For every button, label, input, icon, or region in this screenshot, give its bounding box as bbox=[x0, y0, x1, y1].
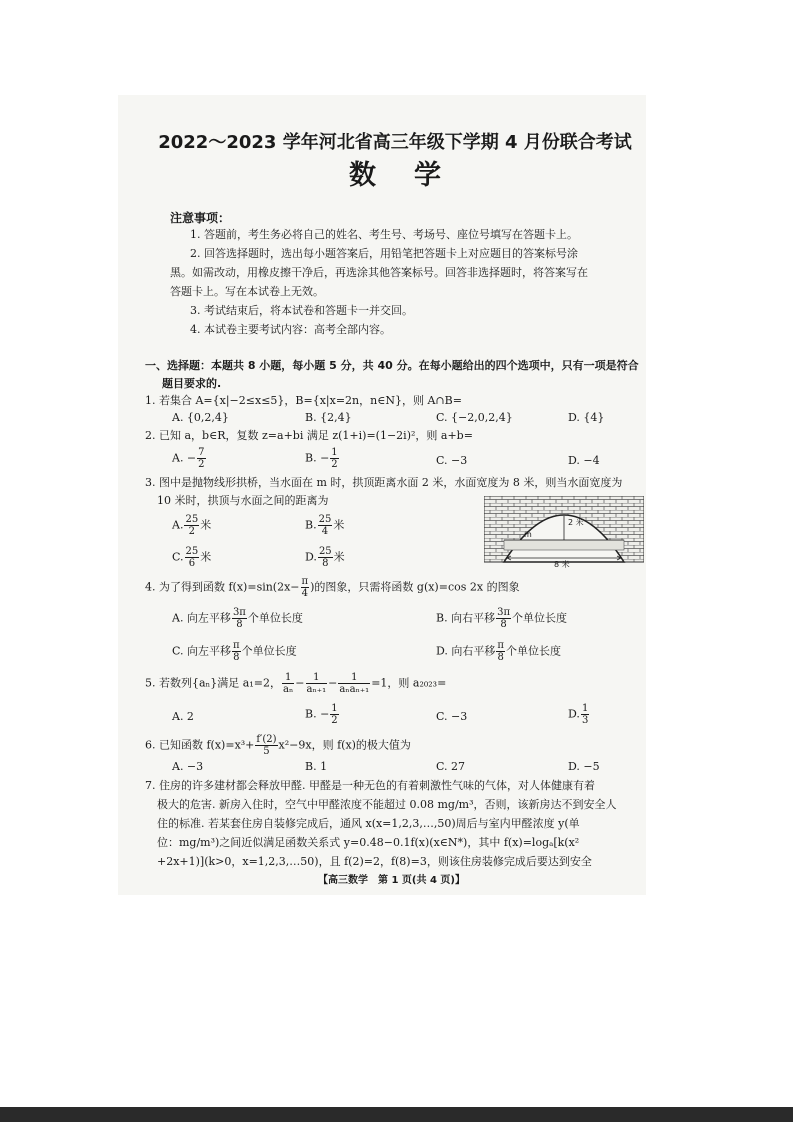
q2-option-b bbox=[305, 447, 340, 470]
q6-stem-post: x²−9x，则 f(x)的极大值为 bbox=[278, 738, 411, 752]
q5-f2-num: 1 bbox=[306, 672, 328, 684]
q3-d-unit: 米 bbox=[333, 550, 345, 564]
arch-bridge-svg bbox=[484, 496, 644, 568]
q4-b-num: 3π bbox=[497, 607, 511, 618]
q6-f-den: 5 bbox=[263, 746, 270, 757]
fig-height-label: 2 米 bbox=[568, 518, 584, 527]
q4-stem-num: π bbox=[301, 576, 309, 587]
notice-line-6: 4. 本试卷主要考试内容：高考全部内容。 bbox=[190, 323, 391, 336]
q4-a-pre: A. 向左平移 bbox=[172, 611, 231, 625]
page-footer: 【高三数学 第 1 页(共 4 页)】 bbox=[318, 875, 465, 886]
q3-c-num: 25 bbox=[185, 546, 199, 557]
q5-option-b bbox=[305, 703, 340, 726]
q5-option-c: C. −3 bbox=[436, 710, 468, 723]
q5-f3-den: aₙaₙ₊₁ bbox=[339, 684, 370, 695]
q7-line5: +2x+1)](k>0，x=1,2,3,…50)，且 f(2)=2，f(8)=3，则该住房装修完成后要达到安全 bbox=[157, 855, 592, 868]
q7-line2: 极大的危害. 新房入住时，空气中甲醛浓度不能超过 0.08 mg/m³，否则，该新房达不到安全人 bbox=[157, 798, 617, 811]
q1-option-b: B. {2,4} bbox=[305, 411, 352, 424]
q6-option-b: B. 1 bbox=[305, 760, 328, 773]
q4-d-num: π bbox=[497, 640, 504, 651]
water-band bbox=[504, 540, 624, 550]
notice-line-1: 1. 答题前，考生务必将自己的姓名、考生号、考场号、座位号填写在答题卡上。 bbox=[190, 228, 578, 241]
exam-title: 2022～2023 学年河北省高三年级下学期 4 月份联合考试 bbox=[158, 132, 632, 153]
q4-option-d bbox=[436, 640, 561, 663]
q4-c-den: 8 bbox=[233, 652, 240, 663]
q2-a-den: 2 bbox=[198, 459, 205, 470]
q2-option-a bbox=[172, 447, 207, 470]
q2-option-d: D. −4 bbox=[568, 454, 600, 467]
q7-line3: 住的标准. 若某套住房自装修完成后，通风 x(x=1,2,3,…,50)周后与室内甲醛浓度 y(单 bbox=[157, 817, 580, 830]
q4-c-post: 个单位长度 bbox=[241, 644, 297, 658]
notice-line-3: 黑。如需改动，用橡皮擦干净后，再选涂其他答案标号。回答非选择题时，将答案写在 bbox=[170, 266, 588, 279]
q3-b-unit: 米 bbox=[333, 518, 345, 532]
q3-b-den: 4 bbox=[321, 526, 329, 537]
q3-b-label: B. bbox=[305, 518, 317, 532]
q4-stem-post: )的图象，只需将函数 g(x)=cos 2x 的图象 bbox=[310, 580, 520, 594]
q3-d-label: D. bbox=[305, 550, 317, 564]
q4-d-fraction bbox=[496, 640, 505, 663]
q5-d-den: 3 bbox=[581, 715, 589, 726]
q1-option-d: D. {4} bbox=[568, 411, 605, 424]
q3-option-c bbox=[172, 546, 211, 569]
section1-line1: 一、选择题：本题共 8 小题，每小题 5 分，共 40 分。在每小题给出的四个选项中，只有一项是符合 bbox=[145, 359, 639, 372]
q3-b-fraction bbox=[318, 514, 333, 537]
notice-line-4: 答题卡上。写在本试卷上无效。 bbox=[170, 285, 324, 298]
q5-stem bbox=[145, 672, 446, 695]
q2-b-num: 1 bbox=[331, 447, 338, 458]
q3-c-label: C. bbox=[172, 550, 184, 564]
q7-line4: 位：mg/m³)之间近似满足函数关系式 y=0.48−0.1f(x)(x∈N*)，其中 f(x)=logₐ[k(x² bbox=[157, 836, 580, 849]
section1-line2: 题目要求的. bbox=[162, 377, 222, 390]
exam-subject: 数学 bbox=[349, 160, 479, 191]
q3-line1: 3. 图中是抛物线形拱桥，当水面在 m 时，拱顶距离水面 2 米，水面宽度为 8 米，则当水面宽度为 bbox=[145, 476, 623, 489]
q5-option-a: A. 2 bbox=[172, 710, 194, 723]
q3-a-fraction bbox=[184, 514, 199, 537]
q5-frac-1 bbox=[282, 672, 294, 695]
q6-stem bbox=[145, 734, 411, 757]
q5-d-label: D. bbox=[568, 707, 580, 721]
q4-stem-pre: 4. 为了得到函数 f(x)=sin(2x− bbox=[145, 580, 300, 594]
q6-fraction bbox=[255, 734, 277, 757]
q3-b-num: 25 bbox=[318, 514, 332, 525]
q5-b-den: 2 bbox=[331, 715, 338, 726]
bottom-edge bbox=[0, 1107, 793, 1122]
q5-stem-pre: 5. 若数列{aₙ}满足 a₁=2， bbox=[145, 676, 281, 690]
q6-f-num: f′(2) bbox=[256, 734, 277, 745]
q3-a-unit: 米 bbox=[200, 518, 212, 532]
q3-a-num: 25 bbox=[185, 514, 199, 525]
q4-stem-fraction bbox=[301, 576, 310, 599]
q3-d-fraction bbox=[318, 546, 333, 569]
q3-d-den: 8 bbox=[322, 558, 329, 569]
q4-option-c bbox=[172, 640, 297, 663]
q3-c-unit: 米 bbox=[200, 550, 212, 564]
q3-line2: 10 米时，拱顶与水面之间的距离为 bbox=[157, 494, 329, 507]
q4-a-den: 8 bbox=[236, 619, 243, 630]
q4-b-den: 8 bbox=[500, 619, 507, 630]
q1-stem: 1. 若集合 A={x|−2≤x≤5}，B={x|x=2n，n∈N}，则 A∩B= bbox=[145, 394, 462, 407]
q4-b-pre: B. 向右平移 bbox=[436, 611, 496, 625]
q5-minus-2: − bbox=[328, 676, 338, 690]
q4-d-pre: D. 向右平移 bbox=[436, 644, 496, 658]
q3-option-a bbox=[172, 514, 211, 537]
q6-option-d: D. −5 bbox=[568, 760, 600, 773]
q2-a-label: A. − bbox=[172, 451, 197, 465]
q4-option-a bbox=[172, 607, 303, 630]
q3-a-den: 2 bbox=[188, 526, 195, 537]
q5-f3-num: 1 bbox=[338, 672, 370, 684]
fig-width-label: 8 米 bbox=[554, 560, 570, 569]
q2-b-fraction bbox=[330, 447, 338, 470]
q5-frac-2 bbox=[306, 672, 328, 695]
q4-a-fraction bbox=[232, 607, 247, 630]
q4-b-fraction bbox=[496, 607, 511, 630]
notice-line-5: 3. 考试结束后，将本试卷和答题卡一并交回。 bbox=[190, 304, 413, 317]
q5-minus-1: − bbox=[295, 676, 305, 690]
fig-m-label: m bbox=[524, 530, 532, 539]
q2-a-num: 7 bbox=[198, 447, 205, 458]
q2-b-label: B. − bbox=[305, 451, 330, 465]
q2-a-fraction bbox=[197, 447, 205, 470]
q5-option-d bbox=[568, 703, 590, 726]
q4-c-fraction bbox=[232, 640, 241, 663]
q5-d-fraction bbox=[581, 703, 589, 726]
q4-b-post: 个单位长度 bbox=[512, 611, 568, 625]
q2-stem: 2. 已知 a，b∈R，复数 z=a+bi 满足 z(1+i)=(1−2i)²，则 a+b= bbox=[145, 429, 473, 442]
q4-option-b bbox=[436, 607, 567, 630]
q7-line1: 7. 住房的许多建材都会释放甲醛. 甲醛是一种无色的有着刺激性气味的气体，对人体健康有着 bbox=[145, 779, 595, 792]
q4-c-num: π bbox=[233, 640, 240, 651]
q5-b-fraction bbox=[330, 703, 338, 726]
q4-stem bbox=[145, 576, 520, 599]
q1-option-a: A. {0,2,4} bbox=[172, 411, 229, 424]
q6-stem-pre: 6. 已知函数 f(x)=x³+ bbox=[145, 738, 255, 752]
q5-f1-den: aₙ bbox=[283, 684, 294, 695]
q3-option-d bbox=[305, 546, 345, 569]
q4-a-post: 个单位长度 bbox=[247, 611, 303, 625]
q3-d-num: 25 bbox=[318, 546, 332, 557]
q2-option-c: C. −3 bbox=[436, 454, 468, 467]
q4-c-pre: C. 向左平移 bbox=[172, 644, 232, 658]
q4-d-post: 个单位长度 bbox=[506, 644, 561, 658]
notice-heading: 注意事项： bbox=[170, 211, 231, 225]
q5-stem-post: =1，则 a₂₀₂₃= bbox=[371, 676, 447, 690]
q3-option-b bbox=[305, 514, 344, 537]
notice-line-2: 2. 回答选择题时，选出每小题答案后，用铅笔把答题卡上对应题目的答案标号涂 bbox=[190, 247, 578, 260]
q6-option-c: C. 27 bbox=[436, 760, 466, 773]
q1-option-c: C. {−2,0,2,4} bbox=[436, 411, 513, 424]
q4-d-den: 8 bbox=[497, 652, 504, 663]
q5-f2-den: aₙ₊₁ bbox=[306, 684, 327, 695]
q5-f1-num: 1 bbox=[282, 672, 294, 684]
q4-stem-den: 4 bbox=[301, 588, 308, 599]
q6-option-a: A. −3 bbox=[172, 760, 204, 773]
q3-a-label: A. bbox=[172, 518, 184, 532]
q5-frac-3 bbox=[338, 672, 370, 695]
q2-b-den: 2 bbox=[331, 459, 338, 470]
q4-a-num: 3π bbox=[232, 607, 246, 618]
arch-bridge-figure bbox=[484, 496, 644, 568]
q3-c-den: 6 bbox=[188, 558, 196, 569]
q3-c-fraction bbox=[185, 546, 200, 569]
q5-b-num: 1 bbox=[331, 703, 338, 714]
q5-d-num: 1 bbox=[581, 703, 589, 714]
q5-b-label: B. − bbox=[305, 707, 330, 721]
